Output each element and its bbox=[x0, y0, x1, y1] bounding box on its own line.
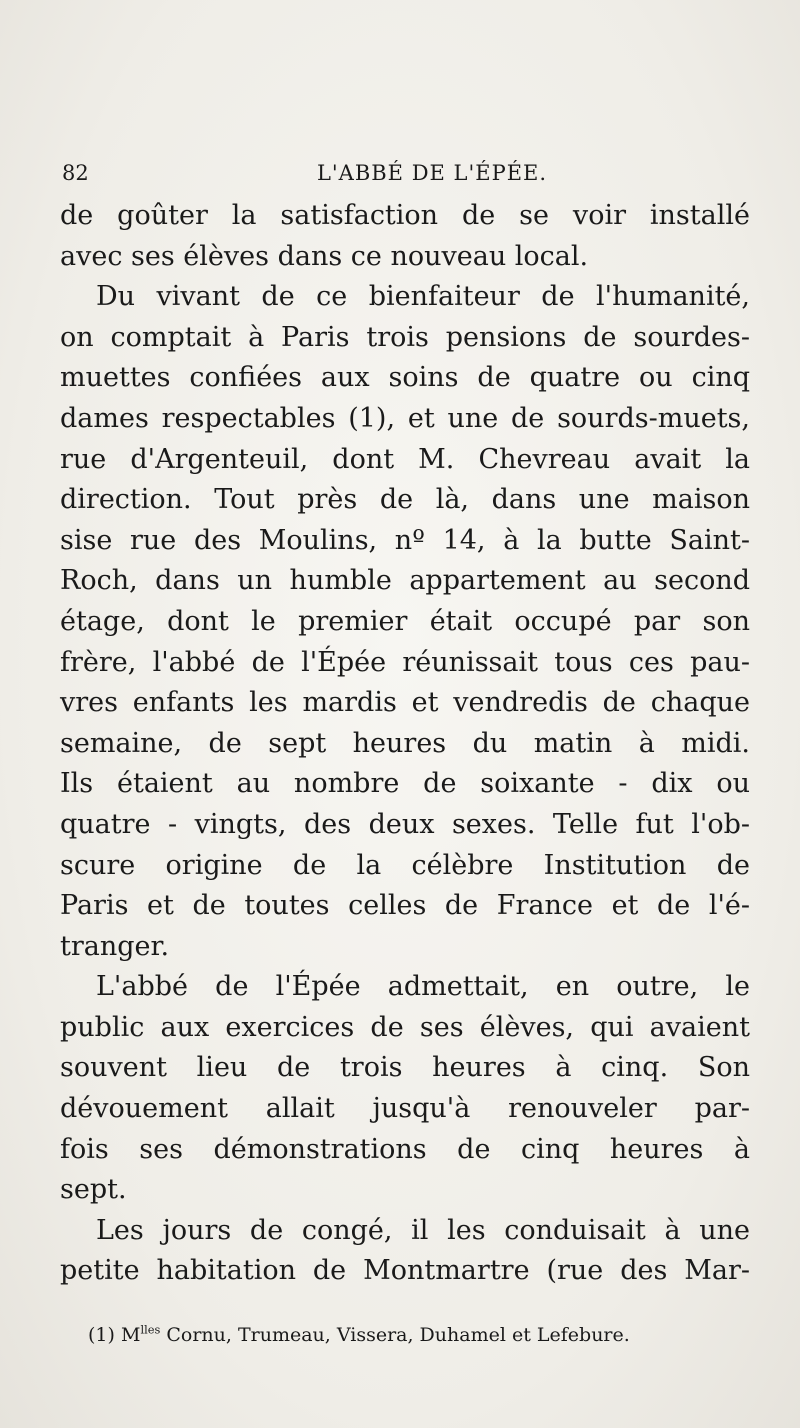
text-line: souvent lieu de trois heures à cinq. Son bbox=[60, 1052, 750, 1084]
text-line: dames respectables (1), et une de sourds-muets, bbox=[60, 402, 750, 434]
body-text bbox=[60, 196, 750, 1292]
text-line: quatre - vingts, des deux sexes. Telle fut l'ob- bbox=[60, 808, 750, 840]
text-line: sise rue des Moulins, nº 14, à la butte Saint- bbox=[60, 524, 750, 556]
text-line: semaine, de sept heures du matin à midi. bbox=[60, 727, 750, 759]
text-line: petite habitation de Montmartre (rue des Mar- bbox=[60, 1255, 750, 1287]
text-line: Du vivant de ce bienfaiteur de l'humanité, bbox=[96, 281, 750, 313]
text-line: scure origine de la célèbre Institution de bbox=[60, 849, 750, 881]
text-line: dévouement allait jusqu'à renouveler par- bbox=[60, 1093, 750, 1125]
text-line: de goûter la satisfaction de se voir installé bbox=[60, 200, 750, 231]
page-number: 82 bbox=[62, 161, 89, 185]
footnote-prefix: M bbox=[120, 1324, 141, 1346]
text-line: Paris et de toutes celles de France et de l'é- bbox=[60, 890, 750, 922]
text-line: Ils étaient au nombre de soixante - dix ou bbox=[60, 768, 750, 800]
footnote-text: Cornu, Trumeau, Vissera, Duhamel et Lefebure. bbox=[160, 1324, 630, 1346]
text-line: direction. Tout près de là, dans une maison bbox=[60, 484, 750, 516]
text-line: muettes confiées aux soins de quatre ou cinq bbox=[60, 362, 750, 394]
text-line: étage, dont le premier était occupé par son bbox=[60, 605, 750, 637]
footnote bbox=[88, 1320, 748, 1350]
page-header bbox=[62, 156, 762, 190]
text-line: vres enfants les mardis et vendredis de chaque bbox=[60, 687, 750, 719]
text-line: sept. bbox=[60, 1174, 127, 1206]
running-title: L'ABBÉ DE L'ÉPÉE. bbox=[316, 161, 548, 185]
text-line: public aux exercices de ses élèves, qui avaient bbox=[60, 1011, 750, 1043]
text-line: on comptait à Paris trois pensions de sourdes- bbox=[60, 321, 750, 353]
text-line: avec ses élèves dans ce nouveau local. bbox=[60, 240, 589, 272]
text-line: fois ses démonstrations de cinq heures à bbox=[60, 1133, 750, 1165]
text-line: rue d'Argenteuil, dont M. Chevreau avait la bbox=[60, 443, 750, 475]
text-line: tranger. bbox=[60, 930, 170, 962]
footnote-marker: (1) bbox=[88, 1324, 115, 1346]
text-line: Roch, dans un humble appartement au second bbox=[60, 565, 750, 597]
footnote-superscript: lles bbox=[140, 1322, 161, 1337]
text-line: Les jours de congé, il les conduisait à une bbox=[96, 1214, 750, 1246]
text-line: L'abbé de l'Épée admettait, en outre, le bbox=[96, 971, 750, 1003]
text-line: frère, l'abbé de l'Épée réunissait tous ces pau- bbox=[60, 646, 750, 678]
